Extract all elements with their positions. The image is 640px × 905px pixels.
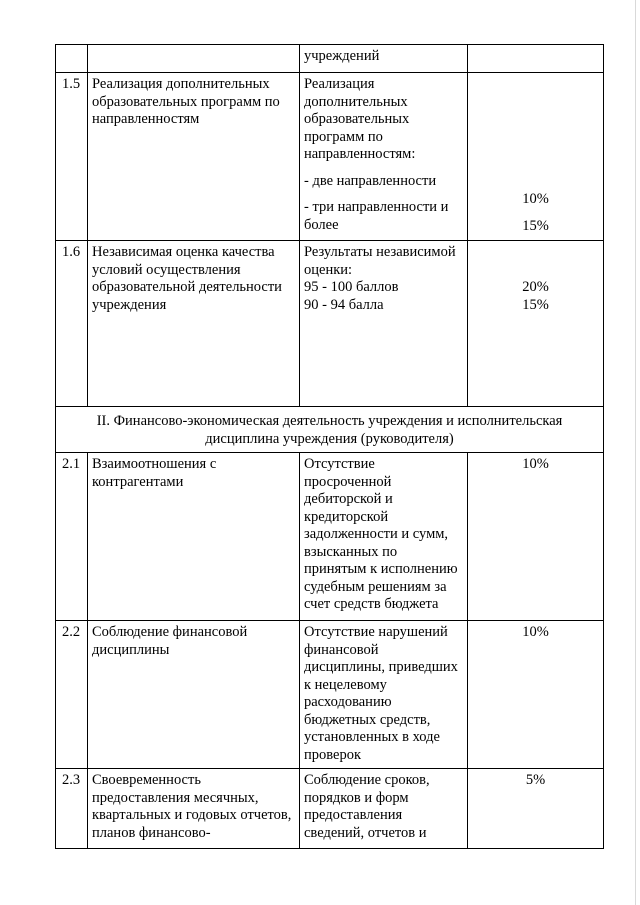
value-option: 10% <box>522 191 549 207</box>
value-option: 20% <box>522 279 549 295</box>
row-number: 2.2 <box>56 621 88 769</box>
indicator-option: - две направленности <box>304 172 437 189</box>
value-cell: 10% <box>468 453 604 621</box>
indicator-cell: Отсутствие нарушений финансовой дисциплины, приведших к нецелевому расходованию бюджетных средств, установленных в ходе проверок <box>300 621 468 769</box>
indicator-cell: учреждений <box>300 45 468 73</box>
table-row <box>56 621 604 769</box>
criterion-name: Своевременность предоставления месячных, квартальных и годовых отчетов, планов финансово- <box>88 769 300 849</box>
criterion-name: Независимая оценка качества условий осуществления образовательной деятельности учреждения <box>88 241 300 407</box>
section-row <box>56 407 604 453</box>
value-option: 15% <box>522 217 549 234</box>
criterion-cell <box>88 45 300 73</box>
indicator-cell: Соблюдение сроков, порядков и форм предоставления сведений, отчетов и <box>300 769 468 849</box>
row-number: 2.3 <box>56 769 88 849</box>
indicator-option: 95 - 100 баллов <box>304 279 399 295</box>
table-row <box>56 73 604 241</box>
criterion-name: Реализация дополнительных образовательных программ по направленностям <box>88 73 300 241</box>
criteria-table <box>55 44 604 849</box>
table-row <box>56 453 604 621</box>
row-number: 1.5 <box>56 73 88 241</box>
indicator-option: - три направленности и более <box>304 199 449 233</box>
indicator-heading: Результаты независимой оценки: <box>304 244 456 278</box>
indicator-cell: Отсутствие просроченной дебиторской и кредиторской задолженности и сумм, взысканных по принятым к исполнению судебным решениям за счет средств бюджета <box>300 453 468 621</box>
row-number: 1.6 <box>56 241 88 407</box>
value-option: 15% <box>522 296 549 313</box>
row-number-cell <box>56 45 88 73</box>
indicator-cell <box>300 73 468 241</box>
table-row <box>56 241 604 407</box>
value-cell: 5% <box>468 769 604 849</box>
table-row <box>56 45 604 73</box>
value-cell <box>468 45 604 73</box>
value-cell <box>468 73 604 241</box>
criterion-name: Взаимоотношения с контрагентами <box>88 453 300 621</box>
section-heading: II. Финансово-экономическая деятельность учреждения и исполнительская дисциплина учреждения (руководителя) <box>56 407 604 453</box>
value-cell <box>468 241 604 407</box>
criterion-name: Соблюдение финансовой дисциплины <box>88 621 300 769</box>
indicator-cell <box>300 241 468 407</box>
row-number: 2.1 <box>56 453 88 621</box>
indicator-heading: Реализация дополнительных образовательных программ по направленностям: <box>304 76 416 162</box>
indicator-option: 90 - 94 балла <box>304 296 384 313</box>
value-cell: 10% <box>468 621 604 769</box>
table-row <box>56 769 604 849</box>
page-edge-line <box>635 0 636 905</box>
